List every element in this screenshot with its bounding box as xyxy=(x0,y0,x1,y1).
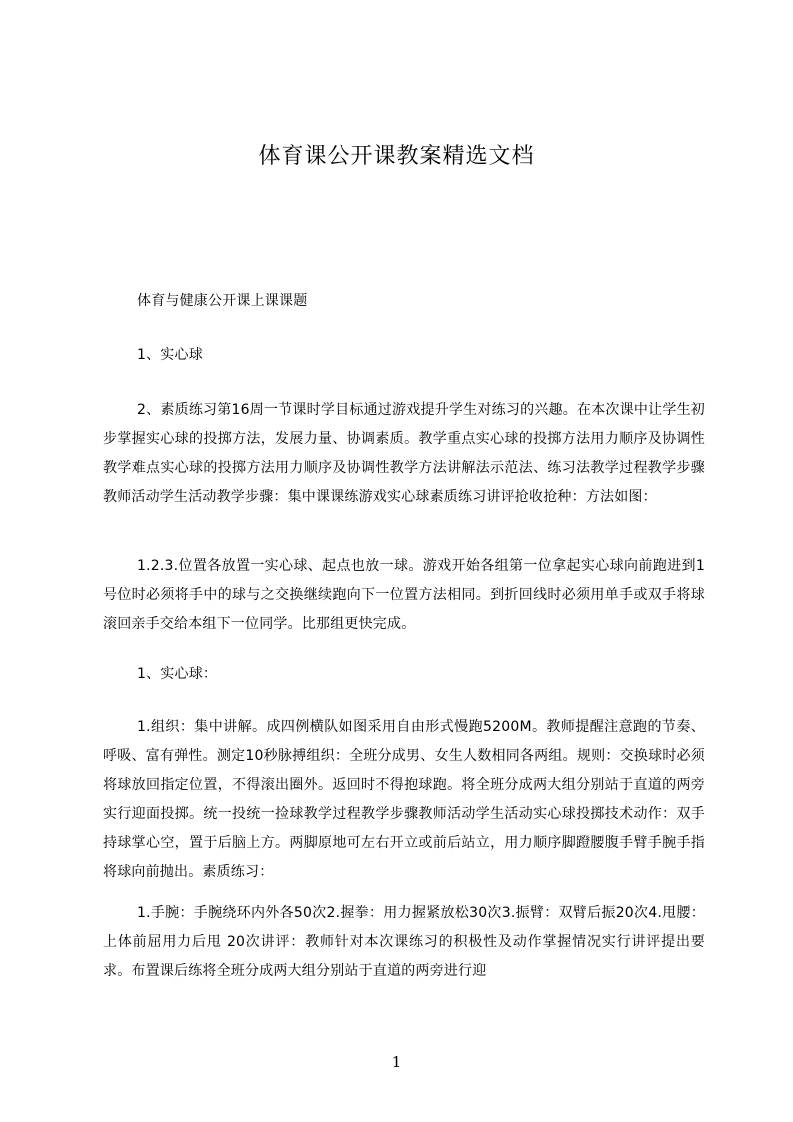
paragraph-fitness-exercises: 1.手腕：手腕绕环内外各50次2.握拳：用力握紧放松30次3.振臂：双臂后振20次4.甩腰：上体前屈用力后甩 20次讲评：教师针对本次课练习的积极性及动作掌握情况实行讲评提出要求。布置课后练将全班分成两大组分别站于直道的两旁进行迎 xyxy=(103,905,705,979)
document-title: 体育课公开课教案精选文档 xyxy=(258,144,535,169)
page-number: 1 xyxy=(391,1053,402,1071)
paragraph-organization: 1.组织：集中讲解。成四例横队如图采用自由形式慢跑5200M。教师提醒注意跑的节奏、呼吸、富有弹性。测定10秒脉搏组织：全班分成男、女生人数相同各两组。规则：交换球时必须将球放回指定位置，不得滚出圈外。返回时不得抱球跑。将全班分成两大组分别站于直道的两旁实行迎面投掷。统一投统一捡球教学过程教学步骤教师活动学生活动实心球投掷技术动作：双手持球掌心空，置于后脑上方。两脚原地可左右开立或前后站立，用力顺序脚蹬腰腹手臂手腕手指将球向前抛出。素质练习： xyxy=(103,719,705,880)
paragraph-medicine-ball-heading: 1、实心球： xyxy=(137,666,218,682)
paragraph-lesson-topic: 体育与健康公开课上课课题 xyxy=(137,293,308,309)
paragraph-item-medicine-ball: 1、实心球 xyxy=(137,347,203,363)
paragraph-game-method: 1.2.3.位置各放置一实心球、起点也放一球。游戏开始各组第一位拿起实心球向前跑进到1号位时必须将手中的球与之交换继续跑向下一位置方法相同。到折回线时必须用单手或双手将球滚回亲手交给本组下一位同学。比那组更快完成。 xyxy=(103,558,705,632)
paragraph-objectives: 2、素质练习第16周一节课时学目标通过游戏提升学生对练习的兴趣。在本次课中让学生初步掌握实心球的投掷方法，发展力量、协调素质。教学重点实心球的投掷方法用力顺序及协调性教学难点实心球的投掷方法用力顺序及协调性教学方法讲解法示范法、练习法教学过程教学步骤教师活动学生活动教学步骤：集中课课练游戏实心球素质练习讲评抢收抢种：方法如图： xyxy=(103,402,705,505)
